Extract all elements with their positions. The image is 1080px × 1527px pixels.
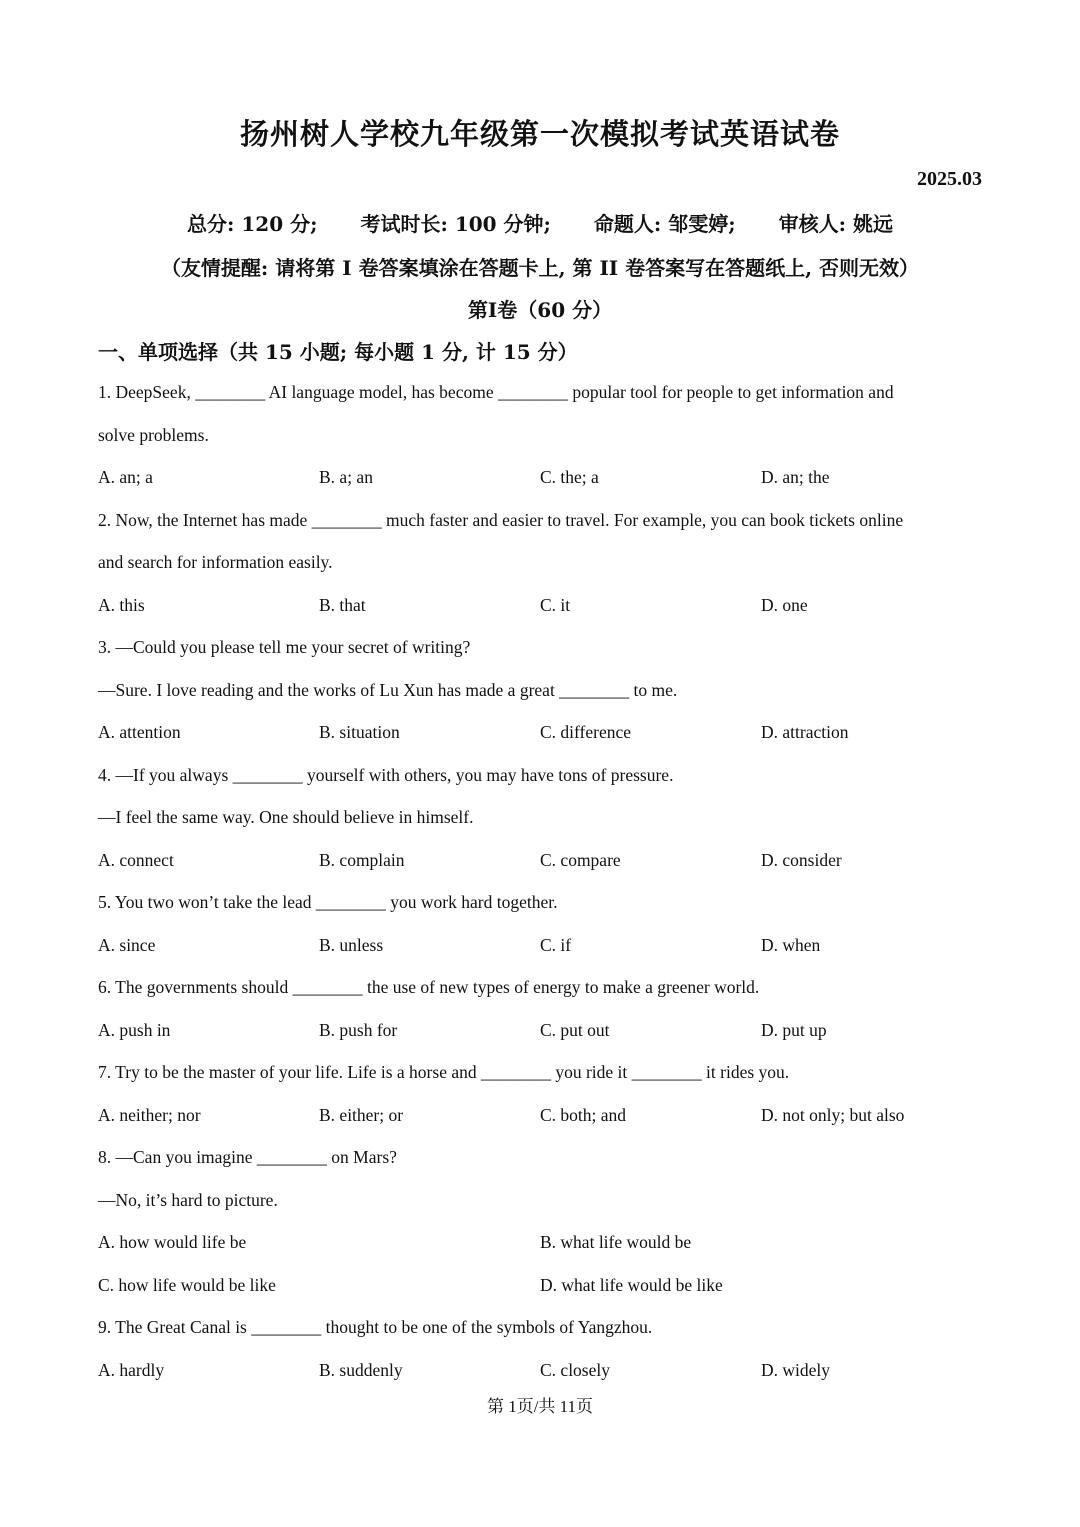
option-d: D. put up	[761, 1019, 827, 1040]
question-4	[98, 754, 988, 882]
option-d: D. attraction	[761, 722, 849, 742]
option-row	[98, 924, 988, 967]
option-d: D. an; the	[761, 467, 830, 487]
option-row	[98, 1349, 988, 1392]
option-a: A. since	[98, 934, 156, 955]
question-9	[98, 1306, 988, 1391]
option-row	[98, 456, 988, 499]
question-text-line: 5. You two won’t take the lead ________ you work hard together.	[98, 892, 558, 912]
question-text-line: and search for information easily.	[98, 552, 333, 572]
option-c: C. both; and	[540, 1104, 627, 1125]
option-d: D. what life would be like	[540, 1274, 723, 1295]
option-a: A. hardly	[98, 1359, 165, 1380]
question-text-line: —Sure. I love reading and the works of Lu Xun has made a great ________ to me.	[98, 679, 678, 700]
option-c: C. it	[540, 594, 571, 615]
question-text-line: 9. The Great Canal is ________ thought to be one of the symbols of Yangzhou.	[98, 1317, 653, 1337]
option-b: B. that	[319, 594, 366, 615]
option-b: B. either; or	[319, 1104, 404, 1125]
question-list	[98, 371, 988, 1391]
question-3	[98, 626, 988, 754]
option-b: B. what life would be	[540, 1232, 692, 1252]
option-row	[98, 711, 988, 754]
option-d: D. not only; but also	[761, 1104, 905, 1125]
option-row	[98, 1009, 988, 1052]
option-c: C. compare	[540, 849, 621, 870]
option-b: B. push for	[319, 1019, 398, 1040]
exam-duration: 考试时长: 100 分钟;	[360, 212, 551, 236]
reviewer: 审核人: 姚远	[778, 212, 893, 236]
question-5	[98, 881, 988, 966]
question-text-line: 4. —If you always ________ yourself with others, you may have tons of pressure.	[98, 764, 674, 785]
friendly-reminder: （友情提醒: 请将第 I 卷答案填涂在答题卡上, 第 II 卷答案写在答题纸上, 否则无效）	[160, 256, 920, 280]
option-c: C. the; a	[540, 467, 599, 487]
option-a: A. an; a	[98, 467, 153, 487]
option-row	[98, 584, 988, 627]
option-b: B. complain	[319, 849, 405, 870]
question-text-line: —No, it’s hard to picture.	[98, 1189, 278, 1210]
question-2	[98, 499, 988, 627]
question-text-line: 7. Try to be the master of your life. Life is a horse and ________ you ride it ________ it rides you.	[98, 1062, 790, 1082]
option-b: B. a; an	[319, 467, 373, 487]
question-text-line: solve problems.	[98, 424, 209, 445]
option-c: C. closely	[540, 1359, 610, 1380]
option-c: C. put out	[540, 1019, 610, 1040]
question-setter: 命题人: 邹雯婷;	[593, 212, 736, 236]
question-6	[98, 966, 988, 1051]
exam-title: 扬州树人学校九年级第一次模拟考试英语试卷	[239, 117, 840, 151]
question-1	[98, 371, 988, 499]
total-score: 总分: 120 分;	[187, 212, 318, 236]
option-c: C. how life would be like	[98, 1274, 276, 1295]
option-a: A. neither; nor	[98, 1104, 201, 1125]
option-a: A. how would life be	[98, 1232, 247, 1252]
option-d: D. one	[761, 594, 808, 615]
question-text-line: 8. —Can you imagine ________ on Mars?	[98, 1147, 397, 1167]
question-text-line: 2. Now, the Internet has made ________ much faster and easier to travel. For example, you can book tickets online	[98, 509, 904, 530]
option-b: B. suddenly	[319, 1359, 403, 1380]
option-d: D. when	[761, 934, 821, 955]
option-d: D. widely	[761, 1359, 831, 1380]
option-row	[98, 1221, 988, 1264]
option-c: C. if	[540, 934, 572, 955]
option-a: A. this	[98, 594, 145, 615]
option-a: A. push in	[98, 1019, 171, 1040]
option-c: C. difference	[540, 722, 632, 742]
option-a: A. connect	[98, 849, 174, 870]
question-8	[98, 1136, 988, 1306]
question-text-line: 3. —Could you please tell me your secret of writing?	[98, 637, 471, 657]
page-footer: 第 1页/共 11页	[486, 1397, 594, 1416]
option-a: A. attention	[98, 722, 181, 742]
option-row	[98, 839, 988, 882]
question-7	[98, 1051, 988, 1136]
exam-date: 2025.03	[917, 168, 982, 190]
question-text-line: 6. The governments should ________ the use of new types of energy to make a greener world.	[98, 977, 760, 997]
option-b: B. situation	[319, 722, 400, 742]
question-text-line: —I feel the same way. One should believe in himself.	[98, 807, 474, 827]
exam-info	[0, 208, 1080, 237]
option-row	[98, 1094, 988, 1137]
option-d: D. consider	[761, 849, 842, 870]
section-title: 一、单项选择（共 15 小题; 每小题 1 分, 计 15 分）	[98, 340, 578, 364]
question-text-line: 1. DeepSeek, ________ AI language model, has become ________ popular tool for people to get information and	[98, 382, 894, 402]
option-row	[98, 1264, 988, 1307]
volume-title: 第Ⅰ卷（60 分）	[467, 298, 613, 322]
option-b: B. unless	[319, 934, 384, 955]
